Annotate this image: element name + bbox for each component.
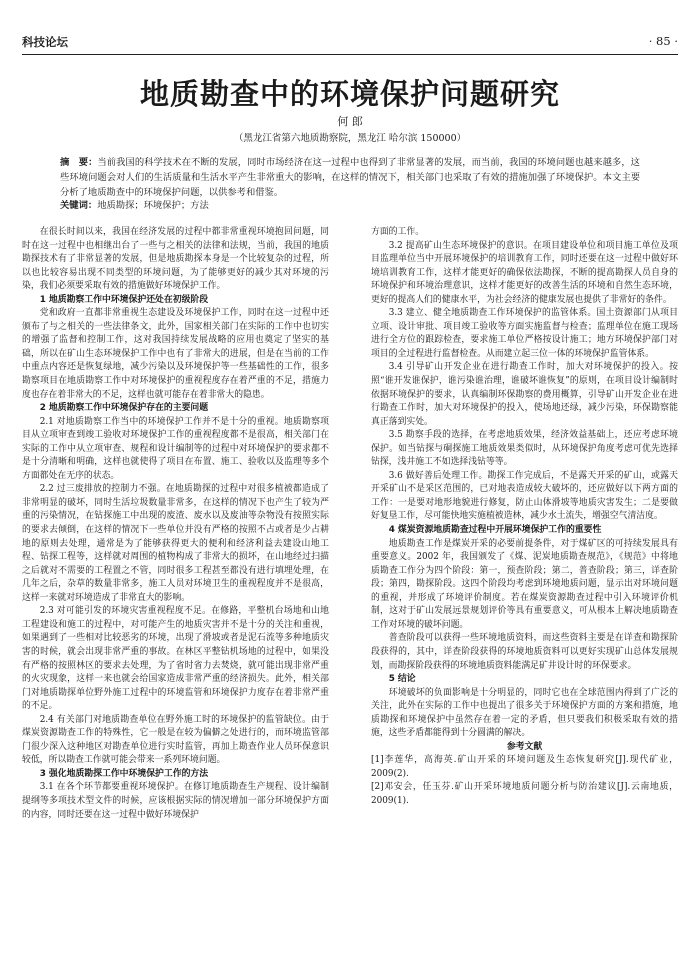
paragraph: 2.1 对地质勘察工作当中的环境保护工作并不是十分的重视。地质勘察项目从立项审查到竣工验收对环境保护工作的重视程度都不是很高，相关部门在实际的工作中从立项审查、规程和设计编制等的过程中对环境保护的要求都不是十分清晰和明确，这样也就使得了项目在布置、施工、验收以及监理等多个方面都处在无序的状态。: [22, 416, 329, 481]
paragraph: 党和政府一直都非常重视生态建设及环境保护工作，同时在这一过程中还颁布了与之相关的一些法律条文，此外，国家相关部门在实际的工作中也切实的增强了监督和控制工作，这对我国持续发展战略的应用也奠定了坚实的基础，所以在矿山生态环境保护工作中也有了非常大的进展，但是在当前的工作中重点内容还是恢复绿地，减少污染以及环境保护等一些基础性的工作，很多勘察项目在地质勘察工作中对环境保护的重视程度存在着严重的不足，措施力度也存在着非常大的不足，这样也就可能存在着非常大的隐患。: [22, 308, 329, 400]
affiliation: （黑龙江省第六地质勘察院，黑龙江 哈尔滨 150000）: [233, 133, 467, 144]
paragraph: 3.5 勘察手段的选择，在考虑地质效果，经济效益基础上，还应考虑环境保护。如当钻探与硐探施工地质效果类似时，从环境保护角度考虑可优先选择钻探，浅井施工不如选择浅钻等等。: [371, 430, 678, 468]
paragraph: 2.2 过三废排放的控制力不强。在地质勘探的过程中对很多植被都造成了非常明显的破坏，同时生活垃圾数量非常多，在这样的情况下也产生了较为严重的污染情况，在钻探施工中出现的废渣、废水以及废油等杂物没有按照实际的要求去倾倒，在这样的情况下一些单位并没有严格的按照不占或者是少占耕地的原则去处理，通常是为了能够获得更大的便利和经济利益去建设山地工程、钻探工程等，这样就对周围的植物构成了非常大的损坏，在山地经过扫描之后就对不需要的工程置之不管，同时很多工程甚至都没有进行填埋处理，在几年之后，杂草的数量非常多，施工人员对环境卫生的重视程度并不是很高，这样一来就对环境造成了非常直大的影响。: [22, 484, 329, 603]
section-heading: 2 地质勘察工作中环境保护存在的主要问题: [39, 403, 209, 414]
section-heading: 参考文献: [506, 741, 543, 752]
section-heading: 1 地质勘察工作中环境保护还处在初级阶段: [39, 294, 209, 305]
section-heading: 5 结论: [388, 674, 416, 685]
abstract-label: 摘 要：: [60, 157, 98, 168]
section-heading: 3 强化地质勘探工作中环境保护工作的方法: [39, 768, 209, 779]
paper-title: 地质勘查中的环境保护问题研究: [139, 77, 560, 111]
reference-item: [1]李莲华，高海英.矿山开采的环境问题及生态恢复研究[J].现代矿业，2009(2).: [371, 755, 678, 779]
reference-item: [2]邓安会，任玉芬.矿山开采环境地质问题分析与防治建议[J].云南地质，2009(1).: [371, 782, 678, 806]
paragraph: 2.3 对可能引发的环境灾害重视程度不足。在修路，平整机台场地和山地工程建设和施工的过程中，对可能产生的地质灾害并不是十分的关注和重视，如果遇到了一些相对比较恶劣的环境，出现了滑坡或者是泥石流等多种地质灾害的时候，就会出现非常严重的事故。在林区平整钻机场地的过程中，如果没有严格的按照林区的要求去处理，为了省时省力去焚烧，就可能出现非常严重的火灾现象，这样一来也就会给国家造成非常严重的经济损失。此外，相关部门对地质勘探单位野外施工过程中的环境监管和环境保护力度存在着非常严重的不足。: [22, 606, 329, 712]
running-header: [22, 34, 678, 50]
page-number: · 85 ·: [648, 34, 678, 48]
paragraph: 环境破坏的负面影响是十分明显的，同时它也在全球范围内得到了广泛的关注，此外在实际的工作中也提出了很多关于环境保护方面的方案和措施，地质勘探和环境保护中虽然存在着一定的矛盾，但只要我们积极采取有效的措施，这些矛盾都能得到十分圆满的解决。: [371, 687, 678, 739]
paragraph: 3.2 提高矿山生态环境保护的意识。在项目建设单位和项目施工单位及项目监理单位当中开展环境保护的培训教育工作，同时还要在这一过程中做好环境培训教育工作，这样才能更好的确保依法勘探，不断的提高勘探人员自身的环境保护和环境治理意识，这样才能更好的改善生活的环境和自然生态环境，更好的提高人们的健康水平，为社会经济的健康发展也提供了非常好的条件。: [371, 240, 678, 305]
abstract: [60, 155, 640, 200]
keywords-text: 地质勘探；环境保护；方法: [97, 200, 209, 211]
header-rule: [22, 54, 678, 55]
keywords: [60, 197, 640, 211]
abstract-text: 当前我国的科学技术在不断的发展，同时市场经济在这一过程中也得到了非常显著的发展，而当前，我国的环境问题也越来越多，这些环境问题会对人们的生活质量和生活水平产生非常重大的影响，在这样的情况下，相关部门也采取了有效的措施加强了环境保护。本文主要分析了地质勘查中的环境保护问题，以供参考和借鉴。: [60, 157, 640, 198]
journal-section: 科技论坛: [22, 35, 68, 49]
paragraph: 3.4 引导矿山开发企业在进行勘查工作时，加大对环境保护的投入。按照“谁开发谁保护，谁污染谁治理，谁破坏谁恢复”的原则，在项目设计编制时依据环境保护的要求，认真编制环保勘察的费用概算，引导矿山开发企业在进行勘查工作时，加大对环境保护的投入，使场地还绿，减少污染，环保勘察能真正落到实处。: [371, 362, 678, 427]
paragraph: 在很长时间以来，我国在经济发展的过程中都非常重视环境抱回问题，同时在这一过程中也相继出台了一些与之相关的法律和法规，当前，我国的地质勘探技术有了非常显著的发展，但是地质勘探本身是一个比较复杂的过程，所以也比较容易出现不同类型的环境问题，为了能够更好的减少其对环境的污染，我们必须要采取有效的措施做好环境保护工作。: [22, 227, 329, 292]
paragraph: 地质勘查工作是煤炭开采的必要前提条件，对于煤矿区的可持续发展具有重要意义。2002 年，我国颁发了《煤、泥炭地质勘查规范》，《规范》中将地质勘查工作分为四个阶段：第一，预查阶段；第二，普查阶段；第三，详查阶段；第四，勘探阶段。这四个阶段均考虑到环境地质问题，显示出对环境问题的重视，并形成了环境评价制度。若在煤炭资源勘查过程中引入环境评价机制，这对于矿山发展远景规划评价等具有重要意义，可从根本上解决地质勘查工作对环境的破坏问题。: [371, 538, 678, 630]
author: 何 郎: [337, 115, 363, 128]
paragraph: 普查阶段可以获得一些环境地质资料，而这些资料主要是在详查和勘探阶段获得的，其中，详查阶段获得的环境地质资料可以更好实现矿山总体发展规划，而勘探阶段获得的环境地质资料能满足矿井设计时的环保要求。: [371, 633, 678, 671]
right-column: [371, 226, 678, 809]
paragraph: 3.6 做好善后处理工作。勘探工作完成后，不是露天开采的矿山，或露天开采矿山不是采区范围的，已对地表造成较大破坏的，还应做好以下两方面的工作：一是要对地形地貌进行修复，防止山体滑坡等地质灾害发生；二是要做好复垦工作，尽可能快地实施植被造林，减少水土流失，增强空气清洁度。: [371, 470, 678, 522]
paragraph: 方面的工作。: [371, 227, 425, 237]
paragraph: 2.4 有关部门对地质勘查单位在野外施工时的环境保护的监管缺位。由于煤炭资源勘查工作的特殊性，它一般是在较为偏僻之处进行的，而环境监管部门很少深入这种地区对勘查单位进行实时监管，再加上勘查作业人员环保意识较低，所以勘查工作就可能会带来一系列环境问题。: [22, 714, 329, 766]
paragraph: 3.1 在各个环节都要重视环境保护。在修订地质勘查生产规程、设计编制提纲等多项技术型文件的时候，应该根据实际的情况增加一部分环境保护方面的内容，同时还要在这一过程中做好环境保护: [22, 782, 329, 820]
paragraph: 3.3 建立、健全地质勘查工作环境保护的监管体系。国土资源部门从项目立项、设计审批、项目竣工验收等方面实施监督与检查；监理单位在施工现场进行全方位的跟踪检查，要求施工单位严格按设计施工；地方环境保护部门对项目的全过程进行监督检查。从而建立起三位一体的环境保护监管体系。: [371, 308, 678, 359]
keywords-label: 关键词：: [60, 200, 98, 211]
left-column: [22, 226, 329, 822]
section-heading: 4 煤炭资源地质勘查过程中开展环境保护工作的重要性: [388, 525, 602, 536]
